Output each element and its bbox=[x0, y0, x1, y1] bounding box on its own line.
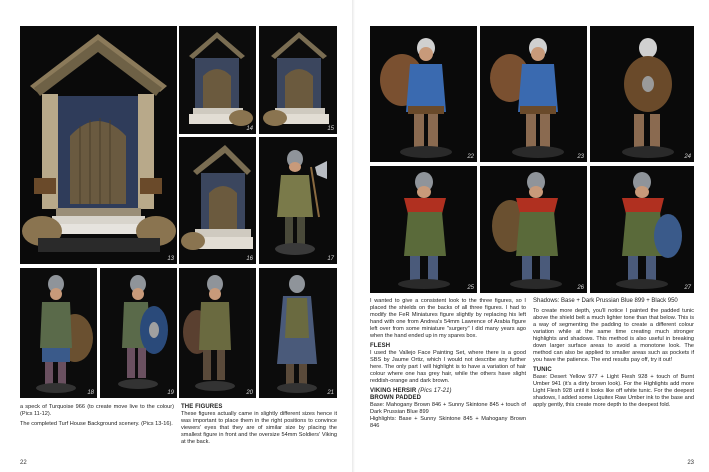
photo-doorway-scenery bbox=[20, 26, 177, 264]
paragraph: These figures actually came in slightly different sizes hence it was important to place them in the right positions to convince viewers' eyes that they are of similar size by placing the smallest figure in front and the oversize 54mm Soldiers' Viking at the back. bbox=[181, 411, 337, 445]
paragraph: To create more depth, you'll notice I painted the padded tunic above the shield belt a much lighter tone than that below. This is a way of segmenting the padding to create a different colour variation while at the same time creating much stronger highlights and shadows. This method is also useful in breaking down larger surface areas to avoid a monotone look. The method can also be applied to smaller areas such as pockets if you have the patience. The end results pay off, try it out! bbox=[533, 308, 694, 363]
paragraph: I wanted to give a consistent look to the three figures, so I placed the shields on the backs of all three figures. I had to modify the FeR Miniatures figure slightly by replacing his left hand with one from Andrea's 54mm Lawrence of Arabia figure left over from some miniature "surgery" I did many years ago when the hand ended up in my spares box. bbox=[370, 298, 526, 339]
pic-number: 25 bbox=[467, 285, 474, 291]
pic-number: 15 bbox=[327, 126, 334, 132]
left-text-column-1 bbox=[20, 404, 174, 431]
right-text-column-1 bbox=[370, 298, 526, 433]
photo-viking-grey-front bbox=[370, 26, 477, 162]
photo-warrior-back bbox=[259, 268, 337, 398]
pic-number: 20 bbox=[246, 390, 253, 396]
paragraph: Base: Mahogany Brown 846 + Sunny Skintone 845 + touch of Dark Prussian Blue 899 bbox=[370, 402, 526, 415]
pic-number: 14 bbox=[246, 126, 253, 132]
photo-viking-red-cloak-1 bbox=[370, 166, 477, 293]
photo-viking-red-cloak-2 bbox=[480, 166, 587, 293]
left-page bbox=[0, 0, 354, 472]
hersir-pics: (Pics 17-21) bbox=[418, 388, 452, 394]
photo-doorway-angle-1 bbox=[179, 26, 256, 134]
paragraph: Base: Desert Yellow 977 + Light Flesh 928 + touch of Burnt Umber 941 (it's a dirty brown look). For the Highlights add more Light Flesh 928 until it looks like off white tunic. For the deepest shadows, I added some Liquitex Raw Umber ink to the base and apply gently, this create more depth to the deepest fold. bbox=[533, 374, 694, 408]
photo-viking-grey-back bbox=[590, 26, 694, 162]
paragraph: a speck of Turquoise 966 (to create move live to the colour) (Pics 11-12). bbox=[20, 404, 174, 417]
page-number-right: 23 bbox=[687, 460, 694, 466]
photo-warrior-front bbox=[20, 268, 97, 398]
photo-viking-red-cloak-3 bbox=[590, 166, 694, 293]
pic-number: 26 bbox=[577, 285, 584, 291]
hersir-title: VIKING HERSIR bbox=[370, 388, 417, 394]
pic-number: 24 bbox=[684, 154, 691, 160]
paragraph: Highlights: Base + Sunny Skintone 845 + Mahogany Brown 846 bbox=[370, 416, 526, 429]
pic-number: 16 bbox=[246, 256, 253, 262]
photo-doorway-angle-2 bbox=[259, 26, 337, 134]
right-page bbox=[355, 0, 709, 472]
section-heading-hersir bbox=[370, 388, 526, 395]
section-heading-tunic: TUNIC bbox=[533, 367, 552, 373]
section-heading-flesh: FLESH bbox=[370, 343, 391, 349]
pic-number: 18 bbox=[87, 390, 94, 396]
photo-doorway-angle-3 bbox=[179, 137, 256, 264]
right-text-column-2 bbox=[533, 298, 694, 412]
paragraph: The completed Turf House Background scenery. (Pics 13-16). bbox=[20, 421, 173, 427]
pic-number: 22 bbox=[467, 154, 474, 160]
pic-number: 27 bbox=[684, 285, 691, 291]
photo-warrior-shield bbox=[100, 268, 177, 398]
pic-number: 13 bbox=[167, 256, 174, 262]
pic-number: 23 bbox=[577, 154, 584, 160]
photo-viking-grey-side bbox=[480, 26, 587, 162]
left-text-column-2 bbox=[181, 404, 337, 449]
photo-warrior-axe bbox=[259, 137, 337, 264]
pic-number: 17 bbox=[327, 256, 334, 262]
paragraph: Shadows: Base + Dark Prussian Blue 899 + Black 950 bbox=[533, 298, 678, 304]
section-heading-brown-padded: BROWN PADDED bbox=[370, 395, 422, 401]
page-number-left: 22 bbox=[20, 460, 27, 466]
paragraph: I used the Vallejo Face Painting Set, where there is a good SBS by Jaume Ortiz, which I would not describe any further here. The only part I will highlight is to have a variation of hair colour where one has grey hair, while the others have slight reddish-orange and dark brown. bbox=[370, 350, 526, 384]
photo-warrior-three-quarter bbox=[179, 268, 256, 398]
section-heading: THE FIGURES bbox=[181, 404, 223, 410]
pic-number: 21 bbox=[327, 390, 334, 396]
pic-number: 19 bbox=[167, 390, 174, 396]
